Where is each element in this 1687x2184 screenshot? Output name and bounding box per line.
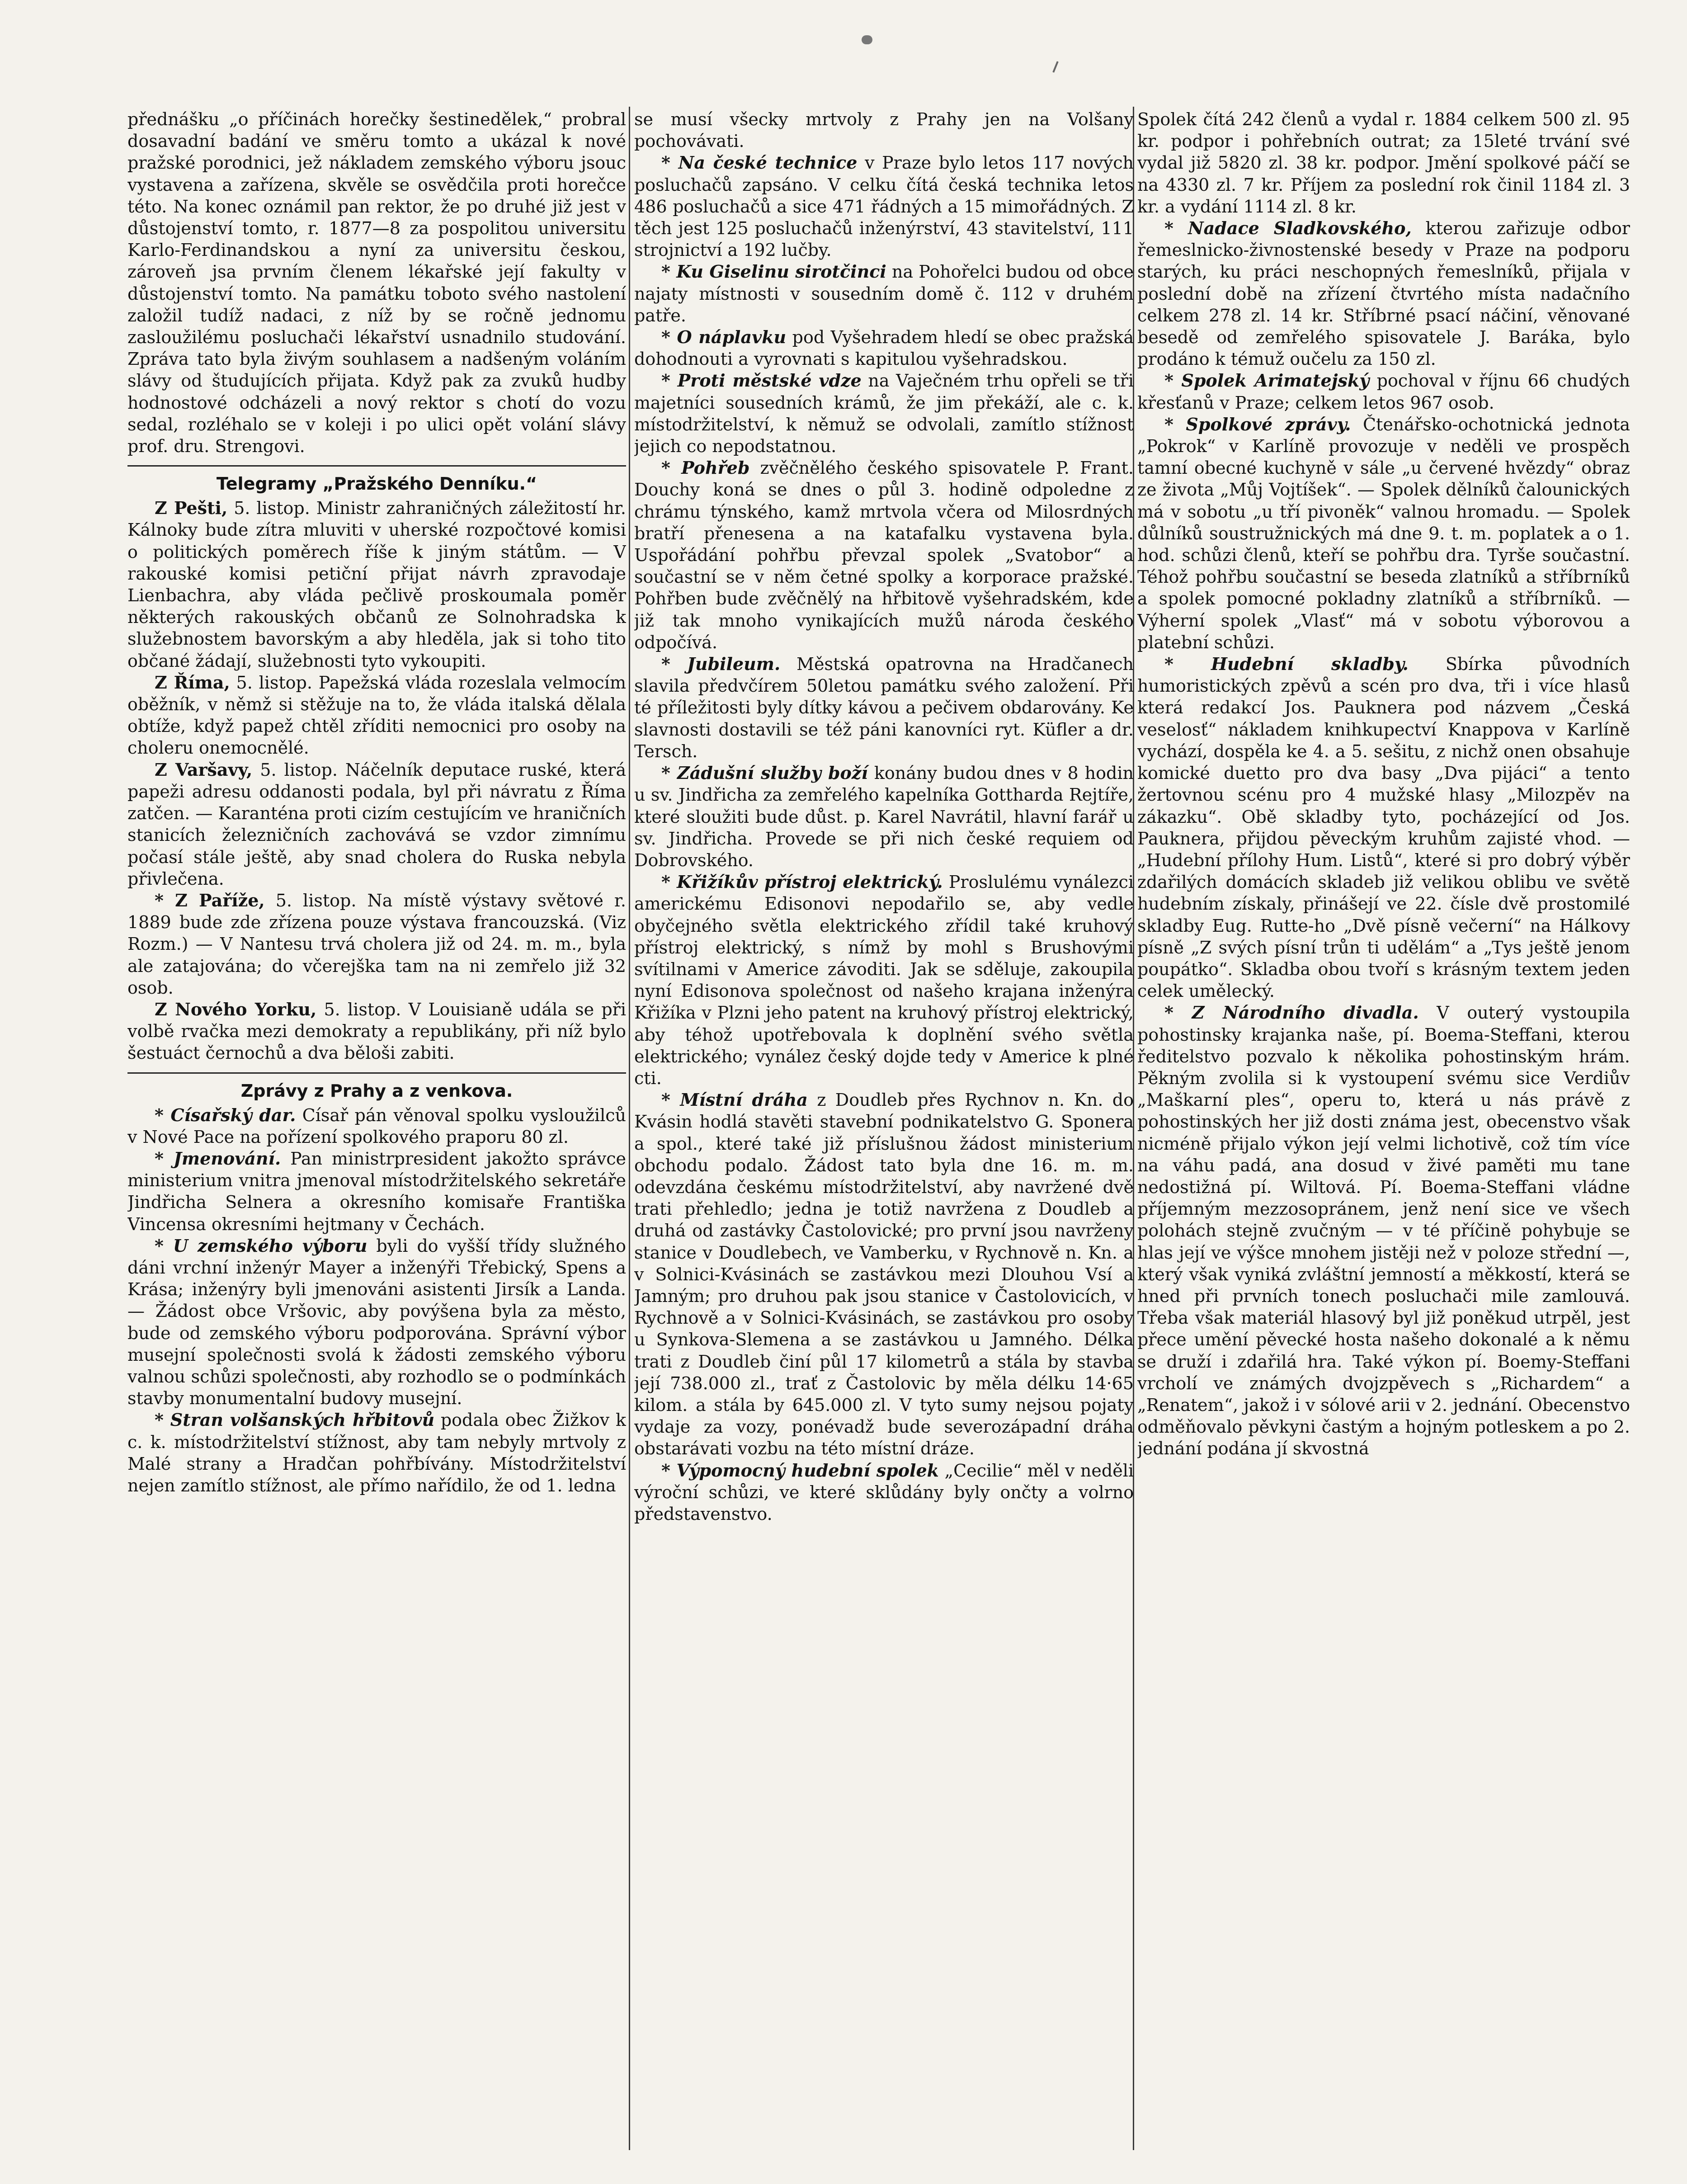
news-item xyxy=(127,1148,626,1235)
telegram-text: 5. listop. Náčelník deputace ruské, která papeži adresu oddanosti podala, byl při návratu z Říma zatčen. — Karanténa proti cizím cestujícím ve hraničních stanicích železničních zachovává se vzdor zimnímu počasí stále ještě, aby snad cholera do Ruska nebyla přivlečena. xyxy=(127,759,626,889)
column-1 xyxy=(127,108,626,2152)
column-rule-1 xyxy=(629,107,630,2150)
telegram-paris xyxy=(127,890,626,999)
news-keyword: * Výpomocný hudební spolek xyxy=(661,1460,939,1481)
news-keyword: * Císařský dar. xyxy=(155,1104,296,1125)
telegram-pest xyxy=(127,497,626,672)
news-text: pod Vyšehradem hledí se obec pražská dohodnouti a vyrovnati s kapitulou vyšehradskou. xyxy=(634,327,1134,369)
news-text: Čtenářsko-ochotnická jednota „Pokrok“ v Karlíně provozuje v neděli ve prospěch tamní obecné kuchyně v sále „u červené hvězdy“ obraz ze života „Můj Vojtíšek“. — Spolek dělníků čalounických má v sobotu „u tří pivoněk“ valnou hromadu. — Spolek důlníků soustružnických má dne 9. t. m. poplatek a o 1. hod. schůzi členů, kteří se pohřbu drа. Tyrše součastní. Téhož pohřbu součastní se beseda zlatníků a stříbrníků a spolek pomocné pokladny zlatníků a stříbrníků. — Výherní spolek „Vlasť“ má v sobotu výborovou a platební schůzi. xyxy=(1137,414,1630,652)
telegram-rome xyxy=(127,672,626,759)
news-keyword: * Jubileum. xyxy=(661,654,781,675)
news-keyword: * Zádušní služby boží xyxy=(661,763,868,783)
news-text: konány budou dnes v 8 hodin u sv. Jindřicha za zemřelého kapelníka Gottharda Rejtíře, které sloužiti bude důst. p. Karel Navrátil, hlavní farář u sv. Jindřicha. Provede se při nich české requiem od Dobrovského. xyxy=(634,763,1134,870)
news-item xyxy=(634,871,1134,1089)
news-keyword: * Hudební skladby. xyxy=(1164,654,1409,675)
news-keyword: * Místní dráha xyxy=(661,1090,808,1110)
news-text: V outerý vystoupila pohostinsky krajanka naše, pí. Boema-Steffani, kterou ředitelstvo pozvalo k několika pohostinským hrám. Pěkným zvolila si k vystoupení svému sice Verdiův „Maškarní ples“, operu to, která u nás právě z pohostinských her již dosti známa jest, obecenstvo však nicméně přijalo výkon její velmi lichotivě, což tím více na váhu padá, ana dosud v živé paměti mu tane nedostižná pí. Wiltová. Pí. Boema-Steffani vládne příjemným mezzosopránem, jenž není sice ve všech polohách stejně zvučným — v té příčině pohybuje se hlas její ve výšce mnohem jistěji než v poloze střední —, který však vyniká zvláštní jemností a měkkostí, která se hned při prvních tonech posluchači mile zamlouvá. Třeba však materiál hlasový byl již poněkud utrpěl, jest přece umění pěvecké hosta našeho dokonalé a k němu se druží i zdařilá hra. Také výkon pí. Boemy-Steffani vrcholí ve známých dvojzpěvech s „Richardem“ a „Renatem“, jakož i v sólové arii v 2. jednání. Obecenstvo odměňovalo pěvkyni častým a hojným potleskem a po 2. jednání podána jí skvostná xyxy=(1137,1003,1630,1459)
ink-tick xyxy=(1052,61,1058,73)
news-item xyxy=(1137,370,1630,413)
news-text: Městská opatrovna na Hradčanech slavila předvčírem 50letou památku svého založení. Při té příležitosti byly dítky kávou a pečivem obdarovány. Ke slavnosti dostavili se též páni kanovníci ryt. Küfler a dr. Tersch. xyxy=(634,654,1134,761)
telegram-place: Z Pešti, xyxy=(155,498,228,519)
ink-mark xyxy=(862,35,872,44)
news-text: zvěčnělého českého spisovatele P. Frant. Douchy koná se dnes o půl 3. hodině odpoledne z chrámu týnského, kamž mrtvola včera od Milosrdných bratří přenesena a na katafalku vystavena byla. Uspořádání pohřbu převzal spolek „Svatobor“ a součastní se v něm četné spolky a korporace pražské. Pohřben bude zvěčnělý na hřbitově vyšehradském, kde již tak mnoho vynikajících mužů národa českého odpočívá. xyxy=(634,458,1134,652)
news-keyword: * Spolek Arimatejský xyxy=(1164,370,1370,391)
section-rule xyxy=(127,465,626,467)
news-item xyxy=(1137,1002,1630,1459)
continued-paragraph: se musí všecky mrtvoly z Prahy jen na Volšany pochovávati. xyxy=(634,109,1134,151)
news-item xyxy=(634,457,1134,653)
news-item xyxy=(1137,414,1630,653)
news-item xyxy=(127,1409,626,1496)
news-text: Císař pán věnoval spolku vysloužilců v Nové Pace na pořízení spolkového praporu 80 zl. xyxy=(127,1105,626,1147)
news-item xyxy=(634,370,1134,457)
telegram-place: Z Říma, xyxy=(155,672,230,693)
news-text: z Doudleb přes Rychnov n. Kn. do Kvásin hodlá stavěti stavební podnikatelstvo G. Sponera a spol., které také již příslušnou žádost ministerium obchodu podalo. Žádost tato byla dne 16. m. m. odevzdána českému místodržitelství, aby navržené dvě trati přehledlo; jedna je totiž navržena z Doudleb a druhá od zastávky Častolovické; pro první jsou navrženy stanice v Doudlebech, ve Vamberku, v Rychnově n. Kn. a v Solnici-Kvásinách se zastávkou mezi Dlouhou Vsí a Jamným; pro druhou pak jsou stanice v Častolovicích, v Rychnově a v Solnici-Kvásinách, se zastávkou pro osoby u Synkova-Slemena a se zastávkou u Jamného. Délka trati z Doudleb činí půl 17 kilometrů a stála by stavba její 738.000 zl., trať z Častolovic by měla délku 14·65 kilom. a stála by 645.000 zl. V tyto sumy nejsou pojaty vydaje za vozy, ponévadž bude severozápadní dráha obstarávati vozbu na této místní dráze. xyxy=(634,1090,1134,1459)
news-keyword: * Spolkové zprávy. xyxy=(1164,414,1351,434)
telegram-text: 5. listop. Papežská vláda rozeslala velmocím oběžník, v němž si stěžuje na to, že vláda italská dělala obtíže, když papež chtěl zříditi nemocnici pro osoby na choleru onemocnělé. xyxy=(127,672,626,758)
news-keyword: * Z Národního divadla. xyxy=(1164,1002,1419,1023)
news-text: pochoval v říjnu 66 chudých křesťanů v Praze; celkem letos 967 osob. xyxy=(1137,371,1630,413)
news-keyword: * Na české technice xyxy=(661,152,858,173)
column-3 xyxy=(1137,108,1630,2152)
news-keyword: * Pohřeb xyxy=(661,458,750,478)
telegram-place: * Z Paříže, xyxy=(155,890,265,910)
news-text: podala obec Žižkov k c. k. místodržitelství stížnost, aby tam nebyly mrtvoly z Malé strany a Hradčan pohřbívány. Místodržitelství nejen zamítlo stížnost, ale přímo nařídilo, že od 1. ledna xyxy=(127,1410,626,1495)
news-keyword: * U zemského výboru xyxy=(155,1235,368,1256)
telegram-warsaw xyxy=(127,759,626,890)
news-item xyxy=(634,1460,1134,1525)
news-text: byli do vyšší třídy služného dáni vrchní inženýr Mayer a inženýři Třebický, Spens a Krása; inženýry byli jmenováni asistenti Jirsík a Landa. — Žádost obce Vršovic, aby povýšena byla za město, bude od zemského výboru podporována. Správní výbor musejní společnosti svolá k žádosti zemského výboru valnou schůzi společnosti, aby rozhodlo se o podmínkách stavby monumentalní budovy musejní. xyxy=(127,1236,626,1409)
telegram-text: 5. listop. Ministr zahraničných záležitostí hr. Kálnoky bude zítra mluviti v uherské rozpočtové komisi o politických poměrech říše k jiným státům. — V rakouské komisi petiční přijat návrh zpravodaje Lienbachra, aby vláda pečlivě proskoumala poměr některých rakouských občanů ze Solnohradska k služebnostem bavorským a aby hleděla, jak si toho tito občané žádají, služebnosti tyto vykoupiti. xyxy=(127,498,626,671)
news-text: Sbírka původních humoristických zpěvů a scén pro dva, tři i více hlasů která redakcí Jos. Pauknera pod názvem „Česká veselosť“ nákladem knihkupectví Knappova v Karlíně vychází, dospěla ke 4. a 5. sešitu, z nichž onen obsahuje komické duetto pro dva basy „Dva pijáci“ a tento žertovnou scénu pro 4 mužské hlasy „Milozpěv na zákazku“. Obě skladby tyto, pocházející od Jos. Pauknera, přijdou pěveckým kruhům zajisté vhod. — „Hudební přílohy Hum. Listů“, které si pro dobrý výběr zdařilých domácích skladeb již velikou oblibu ve světě hudebním získaly, přinášejí ve 22. čísle dvě prostomilé skladby Eug. Rutte-ho „Dvě písně večerní“ na Hálkovy písně „Z svých písní trůn ti udělám“ a „Tys ještě jenom poupátko“. Skladba obou tvoří s krásným textem jeden celek umělecký. xyxy=(1137,654,1630,1001)
news-keyword: * Křižíkův přístroj elektrický. xyxy=(661,872,943,892)
news-text: v Praze bylo letos 117 nových posluchačů zapsáno. V celku čítá česká technika letos 486 posluchačů a sice 471 řádných a 15 mimořádných. Z těch jest 125 posluchačů inženýrství, 43 stavitelství, 111 strojnictví a 192 lučby. xyxy=(634,153,1134,260)
news-keyword: * Nadace Sladkovského, xyxy=(1164,218,1412,239)
news-text: Pan ministrpresident jakožto správce ministerium vnitra jmenoval místodržitelského sekretáře Jindřicha Selnera a okresního komisaře Františka Vincensa okresními hejtmany v Čechách. xyxy=(127,1148,626,1234)
news-item xyxy=(634,326,1134,370)
local-news-heading: Zprávy z Prahy a z venkova. xyxy=(240,1080,513,1101)
news-keyword: * Stran volšanských hřbitovů xyxy=(155,1410,435,1430)
news-keyword: * Proti městské vdze xyxy=(661,370,862,391)
news-item xyxy=(634,261,1134,326)
news-item xyxy=(127,1235,626,1410)
news-item xyxy=(634,152,1134,261)
telegram-new-york xyxy=(127,999,626,1064)
telegram-place: Z Nového Yorku, xyxy=(155,999,317,1019)
news-item xyxy=(634,1089,1134,1459)
news-keyword: * Jmenování. xyxy=(155,1148,281,1169)
news-item xyxy=(1137,653,1630,1002)
news-item xyxy=(1137,217,1630,370)
telegram-text: 5. listop. Na místě výstavy světové r. 1889 bude zde zřízena pouze výstava francouzská. (Viz Rozm.) — V Nantesu trvá cholera již od 24. m. m., byla ale zatajována; do včerejška tam na ni zemřelo již 32 osob. xyxy=(127,890,626,998)
section-rule xyxy=(127,1072,626,1074)
news-item xyxy=(127,1104,626,1148)
telegram-place: Z Varšavy, xyxy=(155,759,253,780)
news-keyword: * Ku Giselinu sirotčinci xyxy=(661,261,886,282)
news-text: kterou zařizuje odbor řemeslnicko-živnostenské besedy v Praze na podporu starých, ku práci neschopných řemeslníků, přijala v poslední době na zřízení čtvrtého místa nadačního celkem 278 zl. 14 kr. Stříbrné psací náčiní, věnované besedě od zemřelého spisovatele J. Baráka, bylo prodáno k témuž oučelu za 150 zl. xyxy=(1137,218,1630,369)
column-2 xyxy=(634,108,1134,2152)
news-text: na Pohořelci budou od obce najaty místnosti v sousedním domě č. 112 v druhém patře. xyxy=(634,262,1134,325)
news-text: Proslulému vynálezci americkému Edisonovi nepodařilo se, aby vedle obyčejného světla elektrického zřídil také kruhový přístroj elektrický, s nímž by mohl s Brushovými svítilnami v Americe závoditi. Jak se sděluje, zakoupila nyní Edisonova společnost od našeho krajana inženýra Křižíka v Plzni jeho patent na kruhový přístroj elektrický, aby téhož upotřebovala k doplnění svého světla elektrického; vynález český dojde tedy v Americe k plné cti. xyxy=(634,872,1134,1088)
news-item xyxy=(634,653,1134,762)
lecture-paragraph: přednášku „o příčinách horečky šestinedělek,“ probral dosavadní badání ve směru tomto a ukázal k nové pražské porodnici, jež nákladem zemského výboru jsouc vystavena a zařízena, skvěle se osvědčila proti horečce této. Na konec oznámil pan rektor, že po druhé již jest v důstojenství tomto, r. 1877—8 za pospolitou universitu Karlo-Ferdinandskou a nyní za universitu českou, zároveň jsa prvním členem lékařské její fakulty v důstojenství tomto. Na památku toboto svého nastolení založil tudíž nadaci, z níž by se ročně jednomu zasloužilému posluchači lékařství usnadnilo studování. Zpráva tato byla živým souhlasem a nadšeným voláním slávy od študujících přijata. Když pak za zvuků hudby hodnostové odcházeli a nový rektor s chotí do vozu sedal, rozléhalo se v koleji i po ulici opět volání slávy prof. dru. Strengovi. xyxy=(127,109,626,457)
news-item xyxy=(634,762,1134,871)
telegram-text: 5. listop. V Louisianě udála se při volbě rvačka mezi demokraty a republikány, při níž bylo šestuáct černochů a dva běloši zabiti. xyxy=(127,999,626,1063)
news-text: na Vaječném trhu opřeli se tři majetníci sousedních krámů, že jim překáží, ale c. k. místodržitelství, k němuž se odvolali, zamítlo stížnost jejich co nepodstatnou. xyxy=(634,371,1134,457)
continued-paragraph: Spolek čítá 242 členů a vydal r. 1884 celkem 500 zl. 95 kr. podpor i pohřebních outrat; za 15leté trvání své vydal již 5820 zl. 38 kr. podpor. Jmění spolkové páčí se na 4330 zl. 7 kr. Příjem za poslední rok činil 1184 zl. 3 kr. a vydání 1114 zl. 8 kr. xyxy=(1137,109,1630,217)
news-keyword: * O náplavku xyxy=(661,327,787,348)
telegrams-heading: Telegramy „Pražského Denníku.“ xyxy=(216,474,537,494)
news-text: „Cecilie“ měl v neděli výroční schůzi, ve které sklůdány byly ončty a volrno představenstvo. xyxy=(634,1460,1134,1524)
